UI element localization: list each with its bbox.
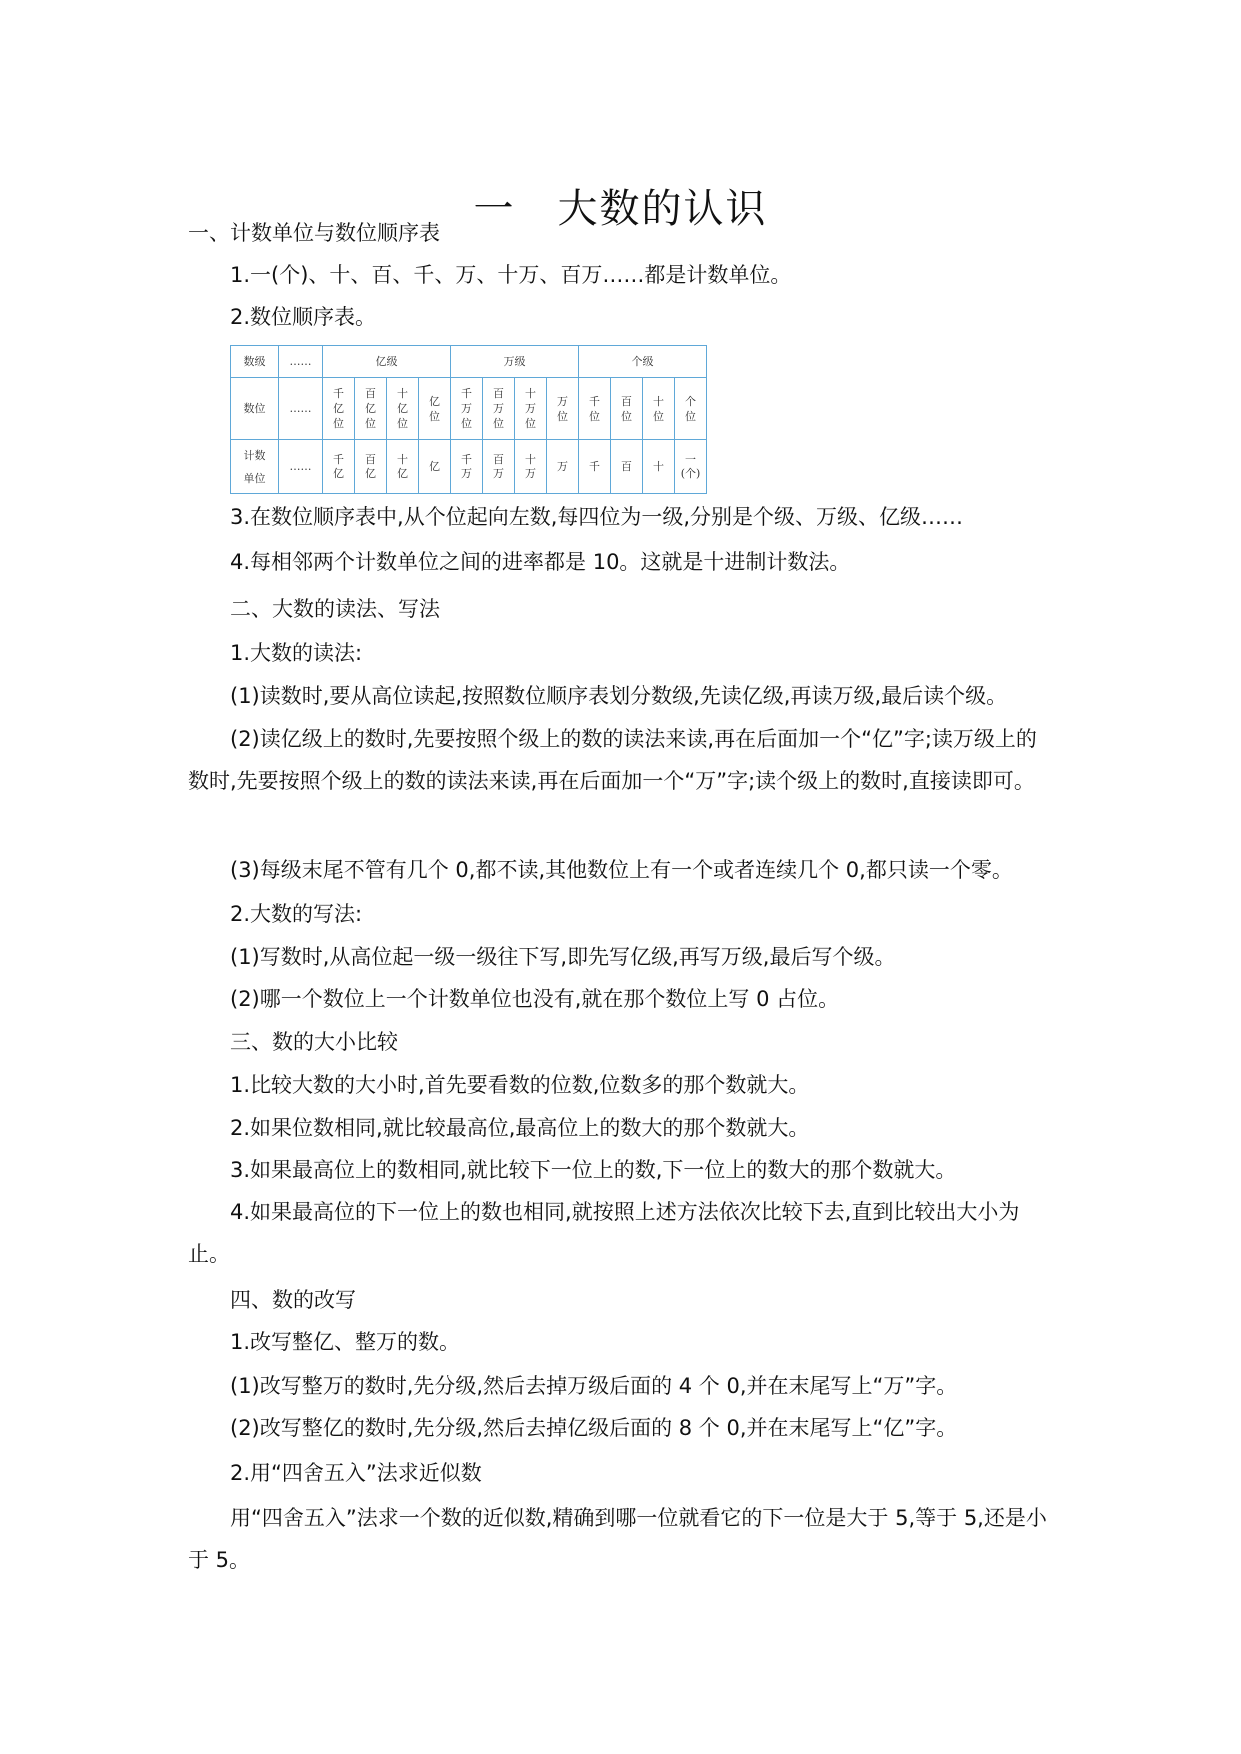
table-row-levels [231, 346, 707, 378]
unit-cell: 十 亿 [387, 440, 419, 494]
table-row-units [231, 440, 707, 494]
level-wan: 万级 [451, 346, 579, 378]
place-cell: 千 位 [579, 378, 611, 440]
place-cell: 百 万 位 [483, 378, 515, 440]
rounding-title: 2.用“四舍五入”法求近似数 [230, 1461, 482, 1485]
reading-rule-2: (2)读亿级上的数时,先要按照个级上的数的读法来读,再在后面加一个“亿”字;读万级上的数时,先要按照个级上的数的读法来读,再在后面加一个“万”字;读个级上的数时,直接读即可。 [188, 727, 1037, 793]
section-3-heading: 三、数的大小比较 [230, 1030, 398, 1054]
table-row-places [231, 378, 707, 440]
compare-rule-2: 2.如果位数相同,就比较最高位,最高位上的数大的那个数就大。 [230, 1116, 810, 1140]
place-cell: 十 位 [643, 378, 675, 440]
place-cell: 千 万 位 [451, 378, 483, 440]
unit-cell: 千 [579, 440, 611, 494]
reading-title: 1.大数的读法: [230, 641, 363, 665]
unit-cell: 亿 [419, 440, 451, 494]
page-title: 一 大数的认识 [473, 185, 768, 232]
compare-rule-4: 4.如果最高位的下一位上的数也相同,就按照上述方法依次比较下去,直到比较出大小为止。 [188, 1200, 1020, 1266]
row-label-places: 数位 [231, 378, 279, 440]
reading-rule-3: (3)每级末尾不管有几个 0,都不读,其他数位上有一个或者连续几个 0,都只读一个零。 [230, 858, 1013, 882]
section-1-item-3: 3.在数位顺序表中,从个位起向左数,每四位为一级,分别是个级、万级、亿级…… [230, 505, 964, 529]
place-cell: 百 位 [611, 378, 643, 440]
unit-cell: 千 亿 [323, 440, 355, 494]
rounding-text: 用“四舍五入”法求一个数的近似数,精确到哪一位就看它的下一位是大于 5,等于 5,还是小于 5。 [188, 1506, 1047, 1572]
writing-rule-2: (2)哪一个数位上一个计数单位也没有,就在那个数位上写 0 占位。 [230, 987, 840, 1011]
section-1-item-1: 1.一(个)、十、百、千、万、十万、百万……都是计数单位。 [230, 263, 792, 287]
rewrite-title: 1.改写整亿、整万的数。 [230, 1330, 461, 1354]
unit-cell: 百 [611, 440, 643, 494]
section-4-heading: 四、数的改写 [230, 1288, 356, 1312]
section-1-item-2: 2.数位顺序表。 [230, 305, 377, 329]
unit-cell: 万 [547, 440, 579, 494]
ellipsis-cell: …… [279, 440, 323, 494]
ellipsis-cell: …… [279, 378, 323, 440]
place-cell: 十 亿 位 [387, 378, 419, 440]
writing-rule-1: (1)写数时,从高位起一级一级往下写,即先写亿级,再写万级,最后写个级。 [230, 945, 896, 969]
unit-cell: 千 万 [451, 440, 483, 494]
reading-rule-1: (1)读数时,要从高位读起,按照数位顺序表划分数级,先读亿级,再读万级,最后读个级。 [230, 684, 1008, 708]
unit-cell: 一 (个) [675, 440, 707, 494]
unit-cell: 百 万 [483, 440, 515, 494]
unit-cell: 百 亿 [355, 440, 387, 494]
rewrite-rule-2: (2)改写整亿的数时,先分级,然后去掉亿级后面的 8 个 0,并在末尾写上“亿”字。 [230, 1416, 958, 1440]
row-label-units: 计数 单位 [231, 440, 279, 494]
unit-cell: 十 [643, 440, 675, 494]
place-cell: 个 位 [675, 378, 707, 440]
unit-cell: 十 万 [515, 440, 547, 494]
section-2-heading: 二、大数的读法、写法 [230, 597, 440, 621]
place-cell: 十 万 位 [515, 378, 547, 440]
row-label-levels: 数级 [231, 346, 279, 378]
compare-rule-1: 1.比较大数的大小时,首先要看数的位数,位数多的那个数就大。 [230, 1073, 810, 1097]
level-yi: 亿级 [323, 346, 451, 378]
place-cell: 千 亿 位 [323, 378, 355, 440]
place-cell: 亿 位 [419, 378, 451, 440]
writing-title: 2.大数的写法: [230, 902, 363, 926]
section-1-item-4: 4.每相邻两个计数单位之间的进率都是 10。这就是十进制计数法。 [230, 550, 851, 574]
place-cell: 万 位 [547, 378, 579, 440]
compare-rule-3: 3.如果最高位上的数相同,就比较下一位上的数,下一位上的数大的那个数就大。 [230, 1158, 957, 1182]
place-value-table [230, 345, 707, 494]
level-ge: 个级 [579, 346, 707, 378]
rewrite-rule-1: (1)改写整万的数时,先分级,然后去掉万级后面的 4 个 0,并在末尾写上“万”字。 [230, 1374, 958, 1398]
section-1-heading: 一、计数单位与数位顺序表 [188, 221, 440, 245]
ellipsis-cell: …… [279, 346, 323, 378]
place-cell: 百 亿 位 [355, 378, 387, 440]
